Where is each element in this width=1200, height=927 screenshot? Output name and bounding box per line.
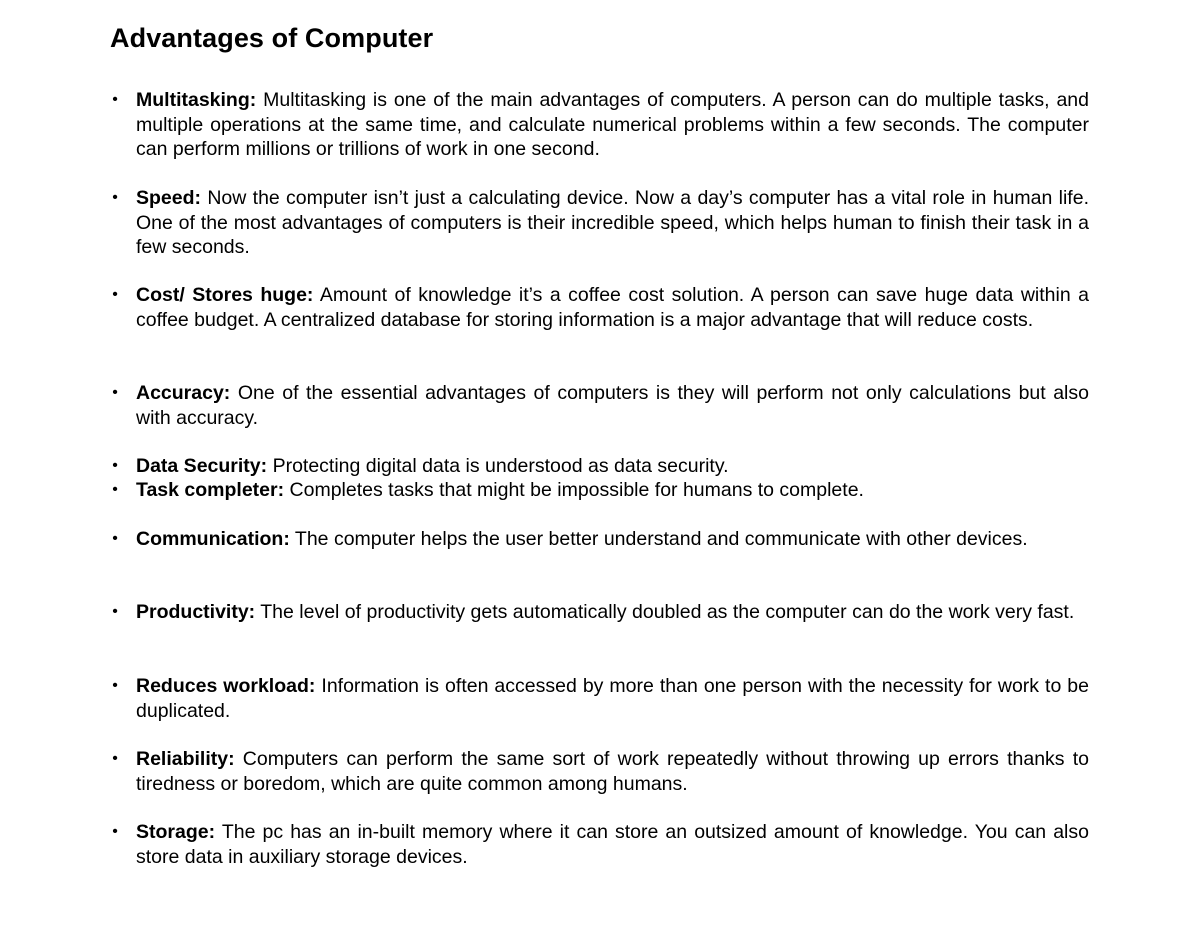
bullet-icon: •	[112, 530, 118, 547]
bullet-icon: •	[112, 384, 118, 401]
list-item-multitasking	[112, 88, 1089, 162]
bullet-icon: •	[112, 481, 118, 498]
item-label: Speed:	[136, 187, 202, 209]
list-item-storage	[112, 820, 1089, 869]
item-label: Accuracy:	[136, 382, 231, 404]
item-label: Data Security:	[136, 455, 268, 477]
item-text: The pc has an in-built memory where it can store an outsized amount of knowledge. You can also store data in auxiliary storage devices.	[136, 821, 1089, 868]
bullet-icon: •	[112, 91, 118, 108]
item-label: Communication:	[136, 528, 290, 550]
list-item-cost	[112, 283, 1090, 332]
item-text: Completes tasks that might be impossible for humans to complete.	[289, 479, 864, 501]
item-text: Protecting digital data is understood as data security.	[272, 455, 729, 477]
bullet-icon: •	[112, 823, 118, 840]
bullet-icon: •	[112, 189, 118, 206]
item-text: The level of productivity gets automatically doubled as the computer can do the work very fast.	[260, 601, 1075, 623]
item-label: Task completer:	[136, 479, 285, 501]
item-text: Information is often accessed by more than one person with the necessity for work to be duplicated.	[136, 675, 1090, 722]
page-title: Advantages of Computer	[110, 23, 434, 53]
list-item-speed	[112, 186, 1089, 260]
item-text: Amount of knowledge it’s a coffee cost solution. A person can save huge data within a coffee budget. A centralized database for storing information is a major advantage that will reduce costs.	[136, 284, 1090, 331]
item-text: The computer helps the user better understand and communicate with other devices.	[294, 528, 1028, 550]
item-label: Reliability:	[136, 748, 235, 770]
bullet-icon: •	[112, 286, 118, 303]
bullet-icon: •	[112, 750, 118, 767]
item-label: Multitasking:	[136, 89, 257, 111]
list-item-data-security	[112, 454, 1089, 479]
bullet-icon: •	[112, 677, 118, 694]
item-text: Now the computer isn’t just a calculating device. Now a day’s computer has a vital role in human life. One of the most advantages of computers is their incredible speed, which helps human to finish their task in a few seconds.	[136, 187, 1089, 258]
list-item-communication	[112, 527, 1089, 552]
item-text: Multitasking is one of the main advantages of computers. A person can do multiple tasks, and multiple operations at the same time, and calculate numerical problems within a few seconds. The computer can perform millions or trillions of work in one second.	[136, 89, 1089, 160]
list-item-reliability	[112, 747, 1089, 796]
list-item-task-completer	[112, 478, 1089, 503]
list-item-reduces-workload	[112, 674, 1090, 723]
item-label: Reduces workload:	[136, 675, 316, 697]
list-item-productivity	[112, 600, 1089, 625]
bullet-icon: •	[112, 457, 118, 474]
list-item-accuracy	[112, 381, 1089, 430]
item-label: Productivity:	[136, 601, 256, 623]
item-text: One of the essential advantages of computers is they will perform not only calculations but also with accuracy.	[136, 382, 1089, 429]
item-label: Storage:	[136, 821, 216, 843]
item-text: Computers can perform the same sort of work repeatedly without throwing up errors thanks to tiredness or boredom, which are quite common among humans.	[136, 748, 1089, 795]
item-label: Cost/ Stores huge:	[136, 284, 314, 306]
bullet-icon: •	[112, 603, 118, 620]
